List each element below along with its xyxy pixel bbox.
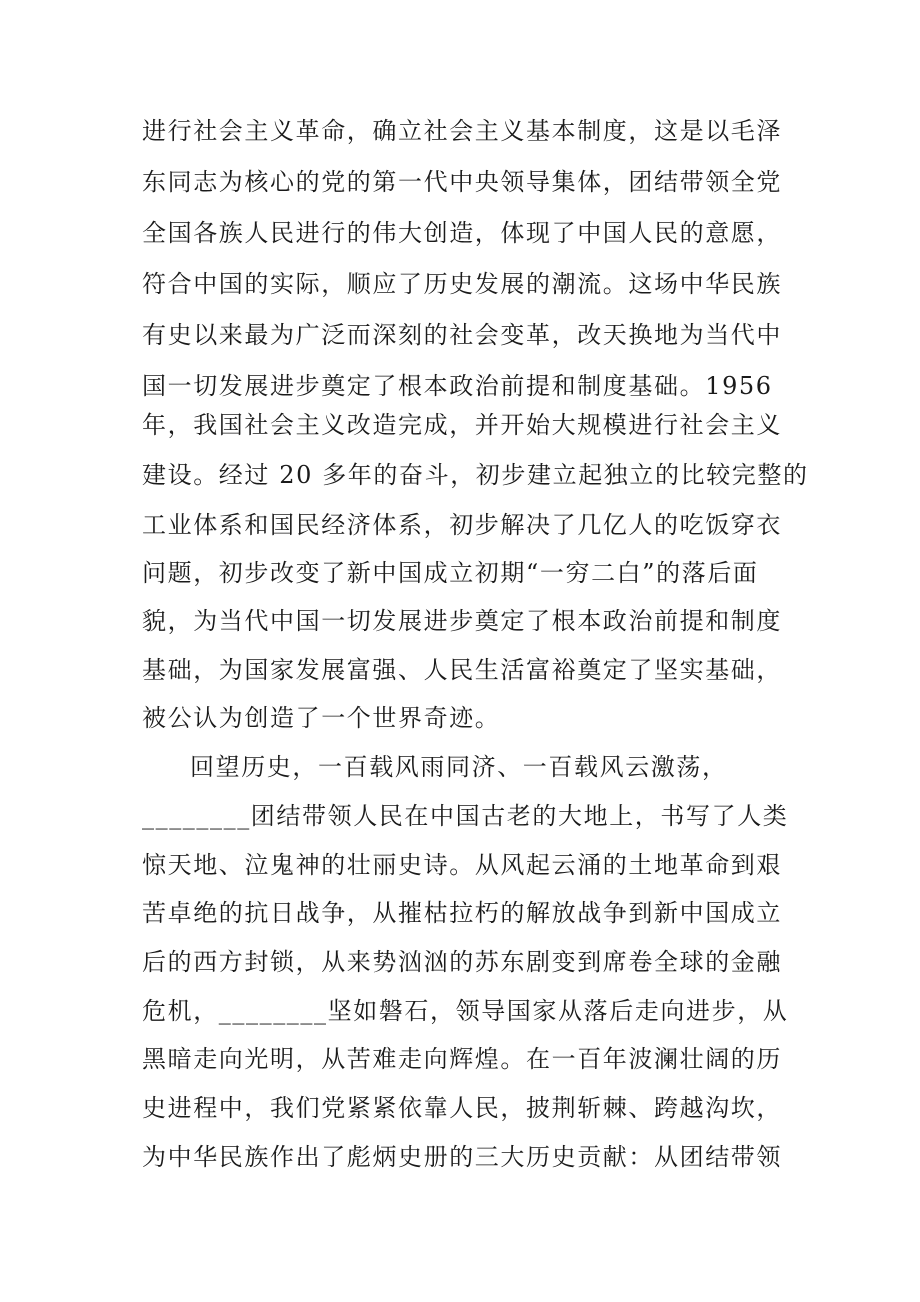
text-line: 黑暗走向光明，从苦难走向辉煌。在一百年波澜壮阔的历 [142,1045,782,1073]
text-line: 国一切发展进步奠定了根本政治前提和制度基础。1956 [142,372,773,400]
paragraph-first-line: 回望历史，一百载风雨同济、一百载风云激荡， [190,753,728,781]
text-line: 貌，为当代中国一切发展进步奠定了根本政治前提和制度 [142,607,782,635]
text-line: 全国各族人民进行的伟大创造，体现了中国人民的意愿， [142,219,782,247]
text-line: ________团结带领人民在中国古老的大地上，书写了人类 [142,802,789,830]
text-line: 基础，为国家发展富强、人民生活富裕奠定了坚实基础， [142,656,782,684]
text-line: 工业体系和国民经济体系，初步解决了几亿人的吃饭穿衣 [142,511,782,539]
text-line: 符合中国的实际，顺应了历史发展的潮流。这场中华民族 [142,270,782,298]
text-line: 后的西方封锁，从来势汹汹的苏东剧变到席卷全球的金融 [142,948,782,976]
text-line: 惊天地、泣鬼神的壮丽史诗。从风起云涌的土地革命到艰 [142,851,782,879]
text-line: 苦卓绝的抗日战争，从摧枯拉朽的解放战争到新中国成立 [142,899,782,927]
text-line: 进行社会主义革命，确立社会主义基本制度，这是以毛泽 [142,117,782,145]
text-line: 危机，________坚如磐石，领导国家从落后走向进步，从 [142,997,789,1025]
text-line: 东同志为核心的党的第一代中央领导集体，团结带领全党 [142,168,782,196]
text-line: 建设。经过 20 多年的奋斗，初步建立起独立的比较完整的 [142,461,809,489]
text-line: 被公认为创造了一个世界奇迹。 [142,704,501,732]
text-line: 有史以来最为广泛而深刻的社会变革，改天换地为当代中 [142,321,782,349]
text-line: 为中华民族作出了彪炳史册的三大历史贡献：从团结带领 [142,1143,782,1171]
text-line: 年，我国社会主义改造完成，并开始大规模进行社会主义 [142,411,782,439]
text-line: 史进程中，我们党紧紧依靠人民，披荆斩棘、跨越沟坎， [142,1094,782,1122]
text-line: 问题，初步改变了新中国成立初期“一穷二白”的落后面 [142,559,759,587]
